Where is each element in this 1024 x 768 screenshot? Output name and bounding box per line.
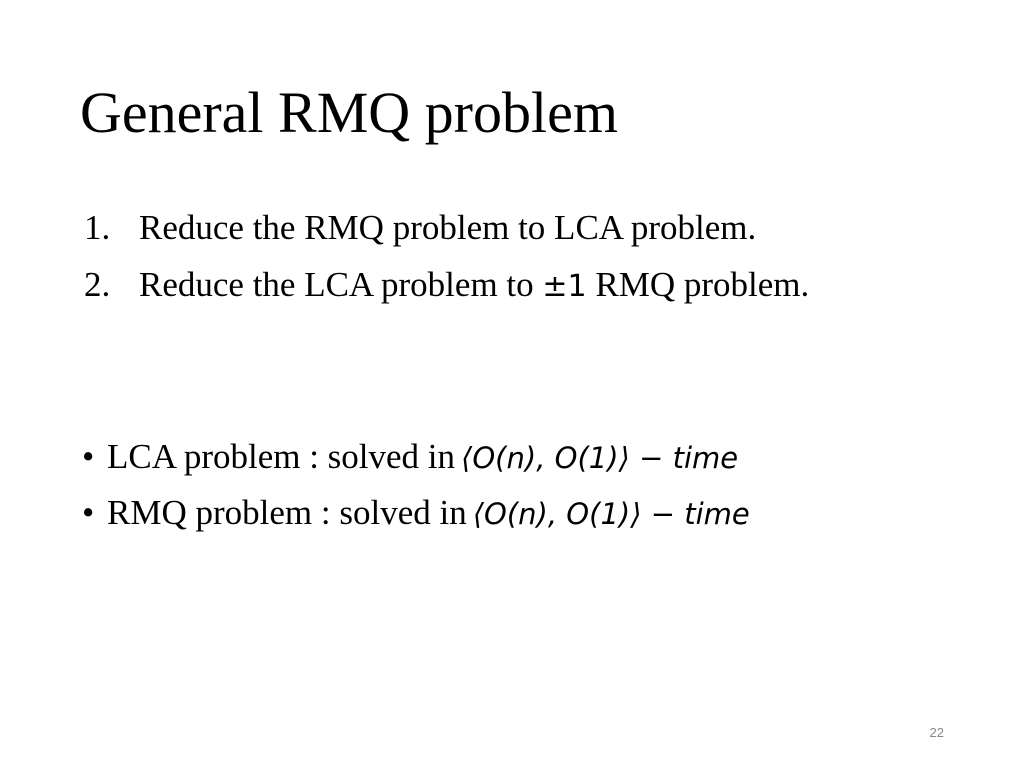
step-text	[139, 265, 809, 305]
bullet-lca	[82, 437, 750, 493]
bullet-text: RMQ problem : solved in	[107, 493, 467, 532]
step-text-before: Reduce the LCA problem to	[139, 265, 543, 304]
bullet-dot: •	[82, 437, 95, 476]
bullet-dot: •	[82, 493, 95, 532]
complexity-bullets-list	[82, 437, 750, 549]
step-1	[84, 208, 809, 265]
step-text: Reduce the RMQ problem to LCA problem.	[139, 208, 757, 247]
slide-title: General RMQ problem	[80, 80, 618, 145]
step-number: 1.	[84, 208, 111, 247]
bullet-text: LCA problem : solved in	[107, 437, 456, 476]
reduction-steps-list	[84, 208, 809, 322]
step-number: 2.	[84, 265, 111, 304]
bullet-rmq	[82, 493, 750, 549]
plus-minus-one-math: ±1	[542, 269, 587, 304]
step-2	[84, 265, 809, 322]
step-text-after: RMQ problem.	[586, 265, 810, 304]
page-number: 22	[929, 725, 944, 740]
complexity-math: ⟨O(n), O(1)⟩ − time	[472, 497, 750, 531]
complexity-math: ⟨O(n), O(1)⟩ − time	[461, 441, 739, 475]
